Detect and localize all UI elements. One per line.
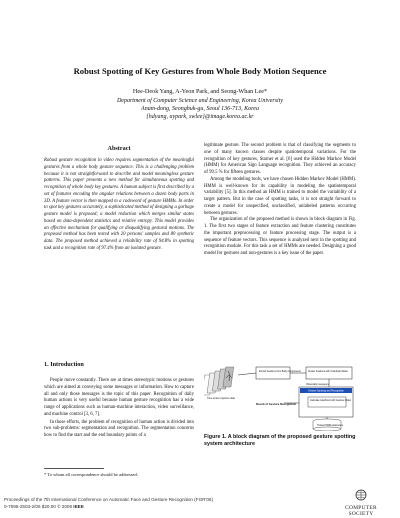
- film-strip: [204, 367, 234, 395]
- likelihood-box: [308, 397, 346, 407]
- abstract-text: Robust gesture recognition in video requires segmentation of the meaningful gestures from a whole body gesture sequence. This is a challenging problem because it is not straightforward to describe and model meaningless gesture patterns. This paper presents a new method for simultaneous spotting and recognition of whole body key gestures. A human subject is first described by a set of features encoding the angular relations between a dozen body parts in 3D. A feature vector is then mapped to a codeword of gesture HMMs. In order to spot key gestures accurately, a sophisticated method of designing a garbage gesture model is proposed; a model reduction which merges similar states based on data-dependent statistics and relative entropy. This model provides an effective mechanism for qualifying or disqualifying gestural motions. The proposed method has been tested with 20 persons' samples and 80 synthetic data. The proposed method achieved a reliability rate of 94.8% in spotting task and a recognition rate of 97.4% from an isolated gesture.: [44, 158, 194, 251]
- right-paragraph-1: legitimate gesture. The second problem is that of classifying the segments to one of many known classes despite spatiotemporal variations. For the recognition of key gestures, Starner et al. [6] used the Hidden Markov Model (HMM) for American Sign Language recognition. They achieved an accuracy of 99.5 % for fifteen gestures.: [204, 143, 356, 175]
- likelihood-box-label: Calculate Likelihood with Gesture Model: [310, 400, 351, 402]
- logo-word-society: SOCIETY: [348, 510, 374, 517]
- footer-proceedings: Proceedings of the 7th International Conference on Automatic Face and Gesture Recognition (FGR'06): [4, 497, 213, 502]
- footer-isbn: [4, 503, 213, 510]
- introduction-text: [44, 378, 194, 441]
- intro-paragraph-2: In those efforts, the problem of recognition of human action is divided into two sub-problems: segmentation and recognition. The segmentation concerns how to find the start and the end boundary points of a: [44, 419, 194, 438]
- abstract-heading: Abstract: [107, 145, 131, 152]
- logo-word-computer: COMPUTER: [345, 505, 377, 511]
- timeseries-label: Time series of gesture data: [207, 398, 235, 400]
- observation-label: Observation sequence: [306, 384, 329, 386]
- affiliation-line-2: Anam-dong, Seongbuk-gu, Seoul 136-713, Korea: [141, 106, 259, 112]
- intro-paragraph-1: People move constantly. There are at times stereotypic motions or gestures which are aimed at conveying some messages or information. How to capture all and only those messages is the topic of this paper. Recognition of daily human actions is very useful because human gesture recognition has a wide range of applications such as human-machine interaction, video surveillance, and machine control [3, 6, 7].: [44, 378, 194, 417]
- computer-society-logo: [336, 488, 386, 516]
- extract-box: [256, 367, 290, 379]
- block-diagram-figure: [204, 365, 356, 431]
- right-column-text: [204, 143, 356, 258]
- trained-hmm-cylinder: [313, 419, 344, 431]
- spotting-box-label: Gesture Spotting and Recognition: [308, 389, 344, 393]
- cluster-box: [306, 367, 352, 379]
- paper-authors: Hee-Deok Yang, A-Yeon Park, and Seong-Whan Lee*: [132, 88, 268, 95]
- computer-society-emblem-icon: [353, 489, 369, 501]
- footer-isbn-text: 0-7695-2503-2/06 $20.00 © 2006: [4, 504, 73, 509]
- figure-caption: Figure 1. A block diagram of the proposed gesture spotting system architecture: [204, 434, 356, 447]
- extract-box-label: Extract Features from Body Components: [259, 371, 301, 373]
- result-label: Result of Gesture Recognition: [256, 402, 297, 406]
- introduction-heading: 1. Introduction: [44, 361, 84, 368]
- cluster-box-label: Cluster Features with Codebook Model: [308, 371, 348, 373]
- paper-title: Robust Spotting of Key Gestures from Whole Body Motion Sequence: [73, 66, 327, 76]
- right-paragraph-2: Among the modeling tools, we have chosen Hidden Markov Model (HMM). HMM is well-known for its capability in modeling the spatiotemporal variability [5]. In this method an HMM is trained to model the variability of a target pattern. But in the case of spotting tasks, it is not straight forward to create a model for unspecified, unclassified, unlabeled patterns occurring between gestures.: [204, 176, 356, 216]
- footnote: * To whom all correspondence should be addressed.: [44, 472, 138, 477]
- ieee-logo-text: IEEE: [73, 504, 84, 509]
- footnote-divider: [44, 468, 104, 469]
- affiliation-line-1: Department of Computer Science and Engineering, Korea University: [116, 98, 284, 104]
- affiliation-email: {hdyang, aypark, swlee}@image.korea.ac.kr: [146, 114, 254, 120]
- page-footer: [4, 496, 213, 510]
- trained-hmm-label: Trained HMM parameters: [317, 425, 344, 427]
- right-paragraph-3: The organization of the proposed method is shown in block diagram in Fig. 1. The first two stages of feature extraction and feature clustering constitutes the important preprocessing or feature processing stage. The output is a sequence of feature vectors. This sequence is analyzed next in the spotting and recognition module. For this task a set of HMMs are needed. Designing a good model for gestures and non-gestures is a key issue of the paper.: [204, 217, 356, 256]
